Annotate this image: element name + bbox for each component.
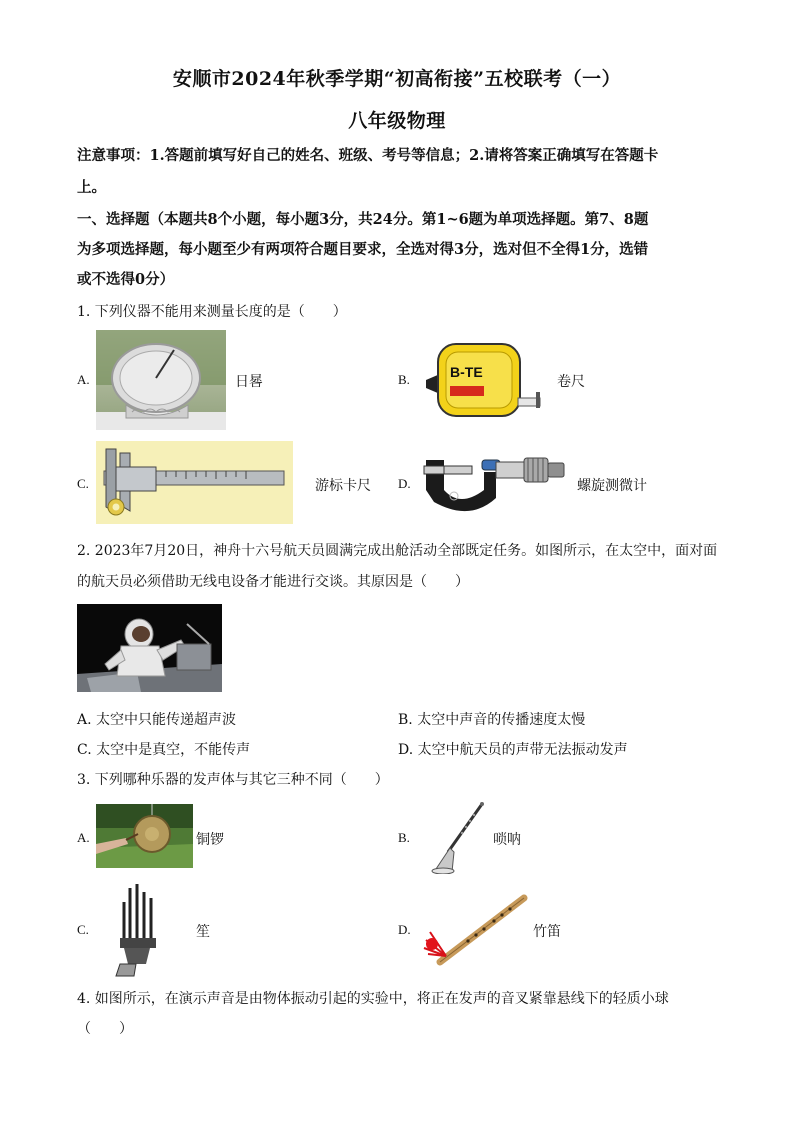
q2-option-c [77, 739, 250, 759]
q1-option-a-label: 日晷 [235, 374, 263, 390]
q1-option-a-letter: A. [77, 372, 90, 387]
q2-option-b-letter: B. [398, 712, 413, 728]
q2-option-c-text: 太空中是真空，不能传声 [96, 742, 251, 758]
q1-option-b-label: 卷尺 [557, 374, 585, 390]
q3-stem: 3. 下列哪种乐器的发声体与其它三种不同（ ） [77, 772, 389, 788]
gong-image [96, 804, 193, 868]
exam-subtitle: 八年级物理 [348, 110, 446, 132]
q3-option-d-letter: D. [398, 922, 411, 937]
q2-option-d [398, 739, 628, 759]
sheng-image [110, 884, 166, 980]
q1-option-c-letter: C. [77, 476, 89, 491]
q3-option-b-label: 唢呐 [493, 832, 521, 848]
tape-measure-image [420, 336, 545, 426]
q2-option-d-text: 太空中航天员的声带无法振动发声 [417, 742, 628, 758]
q2-option-b-text: 太空中声音的传播速度太慢 [417, 712, 586, 728]
astronaut-image [77, 604, 222, 692]
q2-option-c-letter: C. [77, 742, 92, 758]
q2-option-b [398, 709, 585, 729]
micrometer-image [420, 450, 570, 516]
notice-line-2: 上。 [77, 179, 106, 196]
vernier-caliper-image [96, 441, 293, 524]
q2-option-a-text: 太空中只能传递超声波 [96, 712, 237, 728]
sundial-image [96, 330, 226, 430]
q2-stem-line-2: 的航天员必须借助无线电设备才能进行交谈。其原因是（ ） [77, 574, 469, 590]
q1-stem: 1. 下列仪器不能用来测量长度的是（ ） [77, 304, 347, 320]
section-heading-line-2: 为多项选择题，每小题至少有两项符合题目要求，全选对得3分，选对但不全得1分，选错 [77, 241, 649, 258]
q3-option-c-letter: C. [77, 922, 89, 937]
q2-option-a [77, 709, 236, 729]
q1-option-d-label: 螺旋测微计 [577, 478, 647, 494]
q3-option-b-letter: B. [398, 830, 410, 845]
exam-title: 安顺市2024年秋季学期“初高衔接”五校联考（一） [172, 68, 622, 90]
q4-stem-line-1: 4. 如图所示，在演示声音是由物体振动引起的实验中，将正在发声的音叉紧靠悬线下的轻质小球 [77, 991, 669, 1007]
q3-option-a-letter: A. [77, 830, 90, 845]
q2-option-d-letter: D. [398, 742, 414, 758]
tape-brand-text: B-TE [450, 364, 483, 380]
q2-option-a-letter: A. [77, 712, 92, 728]
section-heading-line-3: 或不选得0分） [77, 271, 175, 288]
suona-image [420, 800, 490, 874]
q4-stem-line-2: （ ） [77, 1021, 133, 1037]
q1-option-b-letter: B. [398, 372, 410, 387]
q3-option-a-label: 铜锣 [196, 832, 224, 848]
q1-option-d-letter: D. [398, 476, 411, 491]
q3-option-d-label: 竹笛 [533, 924, 561, 940]
bamboo-flute-image [420, 892, 530, 970]
q3-option-c-label: 笙 [196, 924, 210, 940]
section-heading-line-1: 一、选择题（本题共8个小题，每小题3分，共24分。第1~6题为单项选择题。第7、8题 [77, 211, 649, 228]
q2-stem-line-1: 2. 2023年7月20日，神舟十六号航天员圆满完成出舱活动全部既定任务。如图所示，在太空中，面对面 [77, 543, 718, 559]
q1-option-c-label: 游标卡尺 [315, 478, 371, 494]
notice-line-1: 注意事项：1.答题前填写好自己的姓名、班级、考号等信息；2.请将答案正确填写在答题卡 [77, 147, 659, 164]
